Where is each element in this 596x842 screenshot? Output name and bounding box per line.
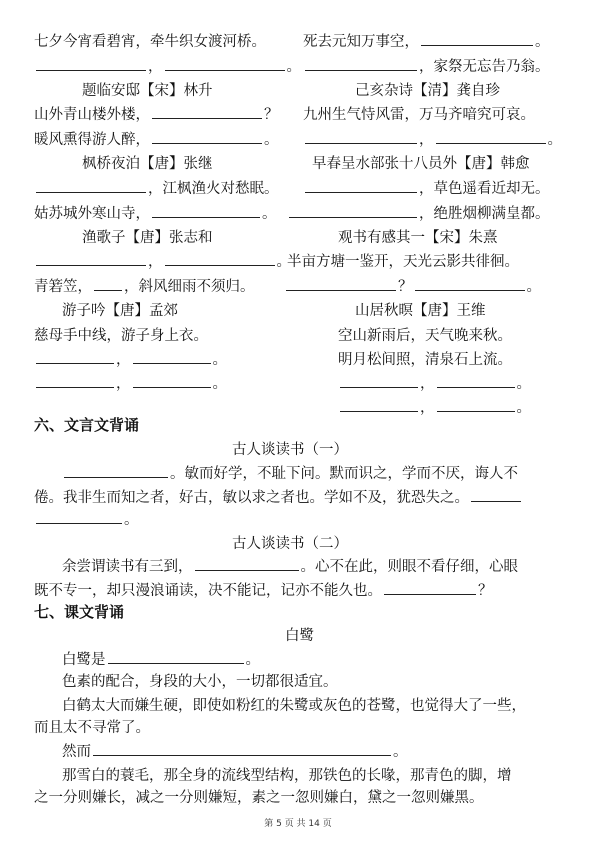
poem-line: [338, 375, 531, 393]
poem-title: 题临安邸【宋】林升: [82, 83, 213, 99]
blank[interactable]: [93, 743, 391, 756]
poem-title: 渔歌子【唐】张志和: [82, 230, 213, 246]
blank[interactable]: [152, 106, 262, 119]
text: ，: [116, 352, 131, 368]
blank[interactable]: [305, 180, 417, 193]
text: 。: [526, 279, 541, 295]
poem-line: [34, 180, 279, 198]
text-title: 白鹭: [285, 628, 314, 644]
text: ，绝胜烟柳满皇都。: [419, 206, 550, 222]
blank[interactable]: [64, 465, 168, 478]
text: 。: [212, 352, 227, 368]
poem-line: 明月松间照，清泉石上流。: [338, 352, 512, 368]
blank[interactable]: [437, 375, 515, 388]
poem-line: [34, 33, 266, 51]
text: ，: [420, 376, 435, 392]
poem-title: 早春呈水部张十八员外【唐】韩愈: [312, 156, 530, 172]
text: ，家祭无忘告乃翁。: [419, 59, 550, 75]
text: ，: [148, 254, 163, 270]
blank[interactable]: [421, 33, 533, 46]
blank[interactable]: [415, 278, 525, 291]
poem-line: [303, 180, 550, 198]
poem-line: 慈母手中线，游子身上衣。: [34, 328, 208, 344]
poem-line: 九州生气恃风雷，万马齐喑究可哀。: [303, 107, 535, 123]
text: 。: [245, 652, 260, 668]
blank[interactable]: [36, 58, 146, 71]
text: ，草色遥看近却无。: [419, 181, 550, 197]
poem-line: [303, 58, 550, 76]
poem-title: 山居秋暝【唐】王维: [355, 303, 486, 319]
poem-title: 游子吟【唐】孟郊: [62, 303, 178, 319]
text: 七夕今宵看碧宵，牵牛织女渡河桥。: [34, 34, 266, 50]
text-line: [34, 582, 493, 600]
poem-line: [303, 131, 562, 149]
text: 然而: [62, 744, 91, 760]
text: 死去元知万事空，: [303, 34, 419, 50]
blank[interactable]: [384, 582, 476, 595]
text-line: [34, 511, 139, 529]
poem-line: [338, 399, 531, 417]
text: 。: [535, 34, 550, 50]
poem-title: 观书有感其一【宋】朱熹: [338, 230, 498, 246]
text-line: 色素的配合，身段的大小，一切都很适宜。: [62, 674, 338, 690]
blank[interactable]: [133, 375, 211, 388]
blank[interactable]: [36, 253, 146, 266]
poem-line: [34, 106, 279, 124]
text: 。心不在此，则眼不看仔细，心眼: [300, 559, 518, 575]
poem-line: [34, 205, 277, 223]
poem-line: [34, 375, 227, 393]
poem-line: [34, 351, 227, 369]
text: 白鹭是: [62, 652, 106, 668]
poem-line: [303, 33, 550, 51]
blank[interactable]: [305, 58, 417, 71]
text: 。: [276, 254, 291, 270]
text: ？: [264, 107, 279, 123]
text-line: 之一分则嫌长，减之一分则嫌短，素之一忽则嫌白，黛之一忽则嫌黑。: [34, 790, 484, 806]
text: 青箬笠，: [34, 279, 92, 295]
blank[interactable]: [36, 180, 146, 193]
blank[interactable]: [36, 351, 114, 364]
blank[interactable]: [108, 651, 244, 664]
text: 余尝谓读书有三到，: [62, 559, 193, 575]
text-line: [62, 558, 518, 576]
poem-line: 半亩方塘一鉴开，天光云影共徘徊。: [287, 254, 519, 270]
text-line: [62, 743, 408, 761]
text-line: 而且太不寻常了。: [34, 720, 150, 736]
text: ？: [478, 583, 493, 599]
poem-line: [34, 131, 279, 149]
poem-line: [284, 278, 541, 296]
text-title: 古人谈读书（二）: [232, 536, 348, 552]
text-line: [62, 465, 518, 483]
blank[interactable]: [437, 399, 515, 412]
text: 。: [516, 376, 531, 392]
blank[interactable]: [152, 131, 262, 144]
text: ？: [398, 279, 413, 295]
text: 山外青山楼外楼，: [34, 107, 150, 123]
text: ，: [420, 400, 435, 416]
text: ，斜风细雨不须归。: [124, 279, 255, 295]
text: 暖风熏得游人醉，: [34, 132, 150, 148]
text-line: [62, 651, 260, 669]
section-heading: 七、课文背诵: [34, 603, 125, 621]
blank[interactable]: [471, 489, 521, 502]
poem-line: [34, 58, 301, 76]
blank[interactable]: [36, 375, 114, 388]
text-line: [34, 489, 523, 507]
text: 既不专一，却只漫浪诵读，决不能记，记亦不能久也。: [34, 583, 382, 599]
text: ，: [116, 376, 131, 392]
text: 姑苏城外寒山寺，: [34, 206, 150, 222]
blank[interactable]: [36, 511, 122, 524]
text: 。: [547, 132, 562, 148]
blank[interactable]: [165, 253, 275, 266]
text: 倦。我非生而知之者，好古，敏以求之者也。学如不及，犹恐失之。: [34, 490, 469, 506]
page-footer: 第 5 页 共 14 页: [264, 819, 332, 829]
blank[interactable]: [289, 205, 417, 218]
text: 。: [393, 744, 408, 760]
blank[interactable]: [94, 278, 122, 291]
text: 。: [516, 400, 531, 416]
blank[interactable]: [305, 131, 417, 144]
poem-line: 空山新雨后，天气晚来秋。: [338, 328, 512, 344]
text: ，: [148, 59, 163, 75]
poem-title: 己亥杂诗【清】龚自珍: [355, 83, 500, 99]
text: 。: [124, 512, 139, 528]
poem-line: [287, 205, 550, 223]
text: 。: [212, 376, 227, 392]
text: 。: [262, 206, 277, 222]
poem-line: [34, 253, 291, 271]
text: ，江枫渔火对愁眠。: [148, 181, 279, 197]
blank[interactable]: [340, 399, 418, 412]
text: 。敏而好学，不耻下问。默而识之，学而不厌，诲人不: [170, 466, 518, 482]
text: 。: [286, 59, 301, 75]
text-line: 那雪白的蓑毛，那全身的流线型结构，那铁色的长喙，那青色的脚，增: [62, 768, 512, 784]
poem-line: [34, 278, 255, 296]
poem-title: 枫桥夜泊【唐】张继: [82, 156, 213, 172]
blank[interactable]: [133, 351, 211, 364]
text-line: 白鹤太大而嫌生硬，即使如粉红的朱鹭或灰色的苍鹭，也觉得大了一些，: [62, 698, 526, 714]
blank[interactable]: [340, 375, 418, 388]
blank[interactable]: [286, 278, 396, 291]
blank[interactable]: [195, 558, 299, 571]
blank[interactable]: [152, 205, 260, 218]
blank[interactable]: [436, 131, 546, 144]
text-title: 古人谈读书（一）: [232, 442, 348, 458]
text: 。: [264, 132, 279, 148]
text: ，: [419, 132, 434, 148]
section-heading: 六、文言文背诵: [34, 416, 140, 434]
blank[interactable]: [165, 58, 285, 71]
